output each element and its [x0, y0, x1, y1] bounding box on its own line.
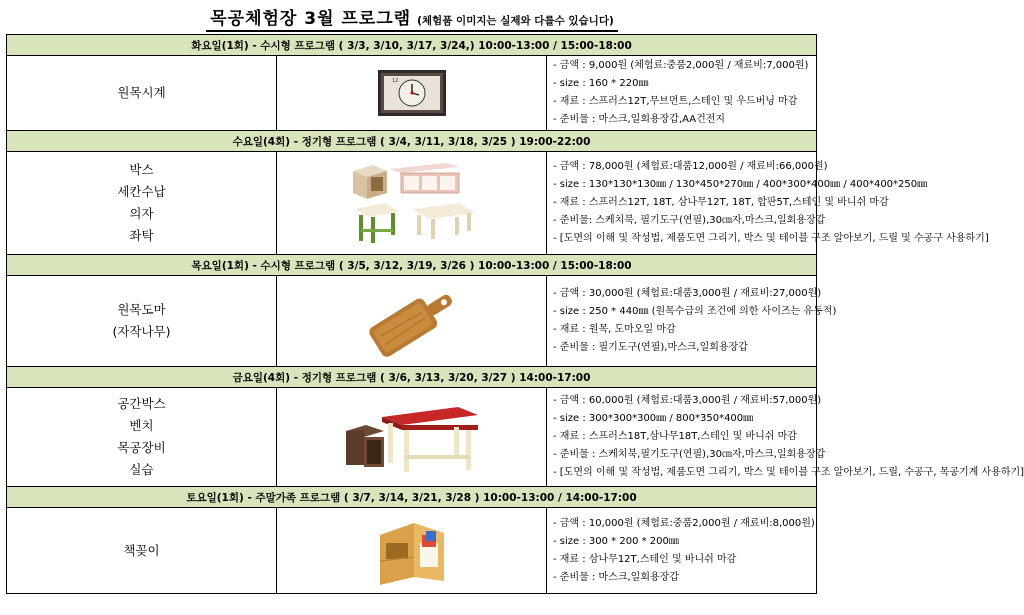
detail-material: - 재료 : 스프러스12T, 18T, 삼나무12T, 18T, 합판5T,스테인 및 바니쉬 마감	[553, 194, 816, 212]
title-note: (체험품 이미지는 실제와 다를수 있습니다)	[417, 15, 614, 27]
detail-price: - 금액 : 60,000원 (체험료:대품3,000원 / 재료비:57,000원)	[553, 392, 816, 410]
program-header-row	[7, 35, 817, 56]
program-details	[547, 388, 1024, 487]
program-name-line: 박스	[129, 162, 154, 177]
program-row	[7, 388, 817, 487]
program-row	[7, 276, 817, 367]
program-name-line: 공간박스	[117, 396, 166, 411]
program-name	[7, 388, 277, 487]
detail-price: - 금액 : 30,000원 (체험료:대품3,000원 / 재료비:27,000원)	[553, 285, 816, 303]
program-name-line: 의자	[129, 206, 154, 221]
space-box-bench-image	[277, 388, 547, 487]
title-area	[0, 0, 824, 30]
program-name-line: 원목도마	[117, 302, 166, 317]
detail-curriculum: - [도면의 이해 및 작성법, 제품도면 그리기, 박스 및 테이블 구조 알아보기, 드릴, 수공구, 목공기계 사용하기]	[553, 464, 816, 482]
cutting-board-image	[277, 276, 547, 367]
program-name-line: 세칸수납	[117, 184, 166, 199]
wooden-clock-image	[277, 56, 547, 131]
detail-size: - size : 160 * 220㎜	[553, 75, 816, 93]
program-name	[7, 276, 277, 367]
detail-material: - 재료 : 스프러스12T,무브먼트,스테인 및 우드버닝 마감	[553, 93, 816, 111]
program-name-line: 책꽂이	[123, 542, 160, 558]
program-name-line: 실습	[129, 462, 154, 477]
detail-size: - size : 130*130*130㎜ / 130*450*270㎜ / 400*300*400㎜ / 400*400*250㎜	[553, 176, 816, 194]
detail-material: - 재료 : 스프러스18T,삼나무18T,스테인 및 바니쉬 마감	[553, 428, 816, 446]
program-name-line: 좌탁	[129, 228, 154, 243]
program-details	[547, 152, 989, 255]
program-header-row	[7, 487, 817, 508]
detail-supplies: - 준비물 : 필기도구(연필),마스크,일회용장갑	[553, 339, 816, 357]
program-header: 금요일(4회) - 정기형 프로그램 ( 3/6, 3/13, 3/20, 3/27 ) 14:00-17:00	[7, 367, 817, 388]
program-row	[7, 508, 817, 594]
program-name-line: 벤치	[129, 418, 154, 433]
detail-material: - 재료 : 삼나무12T,스테인 및 바니쉬 마감	[553, 551, 816, 569]
detail-supplies: - 준비물 : 마스크,일회용장갑,AA건전지	[553, 111, 816, 129]
program-name	[7, 508, 277, 594]
svg-text:12: 12	[391, 78, 398, 84]
detail-size: - size : 300 * 200 * 200㎜	[553, 533, 816, 551]
detail-price: - 금액 : 78,000원 (체험료:대품12,000원 / 재료비:66,000원)	[553, 158, 816, 176]
bookshelf-image	[277, 508, 547, 594]
program-name	[7, 56, 277, 131]
program-details	[547, 276, 837, 367]
program-name-line: (자작나무)	[112, 324, 171, 339]
program-details	[547, 508, 817, 594]
program-name-line: 원목시계	[117, 85, 166, 100]
program-name	[7, 152, 277, 255]
program-name-line: 목공장비	[117, 440, 166, 455]
detail-supplies: - 준비물 : 마스크,일회용장갑	[553, 569, 816, 587]
detail-supplies: - 준비물 : 스케치북,필기도구(연필),30㎝자,마스크,일회용장갑	[553, 446, 816, 464]
title-text: 목공체험장 3월 프로그램	[210, 9, 412, 29]
detail-price: - 금액 : 10,000원 (체험료:중품2,000원 / 재료비:8,000원)	[553, 515, 816, 533]
program-details	[547, 56, 817, 131]
program-header: 화요일(1회) - 수시형 프로그램 ( 3/3, 3/10, 3/17, 3/24,) 10:00-13:00 / 15:00-18:00	[7, 35, 817, 56]
program-row	[7, 152, 817, 255]
page-title	[206, 4, 618, 32]
program-header: 수요일(4회) - 정기형 프로그램 ( 3/4, 3/11, 3/18, 3/25 ) 19:00-22:00	[7, 131, 817, 152]
schedule-table	[6, 34, 1024, 594]
program-header: 목요일(1회) - 수시형 프로그램 ( 3/5, 3/12, 3/19, 3/26 ) 10:00-13:00 / 15:00-18:00	[7, 255, 817, 276]
program-header-row	[7, 255, 817, 276]
detail-material: - 재료 : 원목, 도마오일 마감	[553, 321, 816, 339]
detail-curriculum: - [도면의 이해 및 작성법, 제품도면 그리기, 박스 및 테이블 구조 알아보기, 드릴 및 수공구 사용하기]	[553, 230, 816, 248]
detail-supplies: - 준비물: 스케치북, 필기도구(연필),30㎝자,마스크,일회용장갑	[553, 212, 816, 230]
program-header: 토요일(1회) - 주말가족 프로그램 ( 3/7, 3/14, 3/21, 3/28 ) 10:00-13:00 / 14:00-17:00	[7, 487, 817, 508]
detail-size: - size : 300*300*300㎜ / 800*350*400㎜	[553, 410, 816, 428]
detail-size: - size : 250 * 440㎜ (원목수급의 조건에 의한 사이즈는 유동적)	[553, 303, 816, 321]
program-header-row	[7, 131, 817, 152]
program-header-row	[7, 367, 817, 388]
box-shelf-chair-table-image	[277, 152, 547, 255]
program-row	[7, 56, 817, 131]
detail-price: - 금액 : 9,000원 (체험료:중품2,000원 / 재료비:7,000원)	[553, 57, 816, 75]
